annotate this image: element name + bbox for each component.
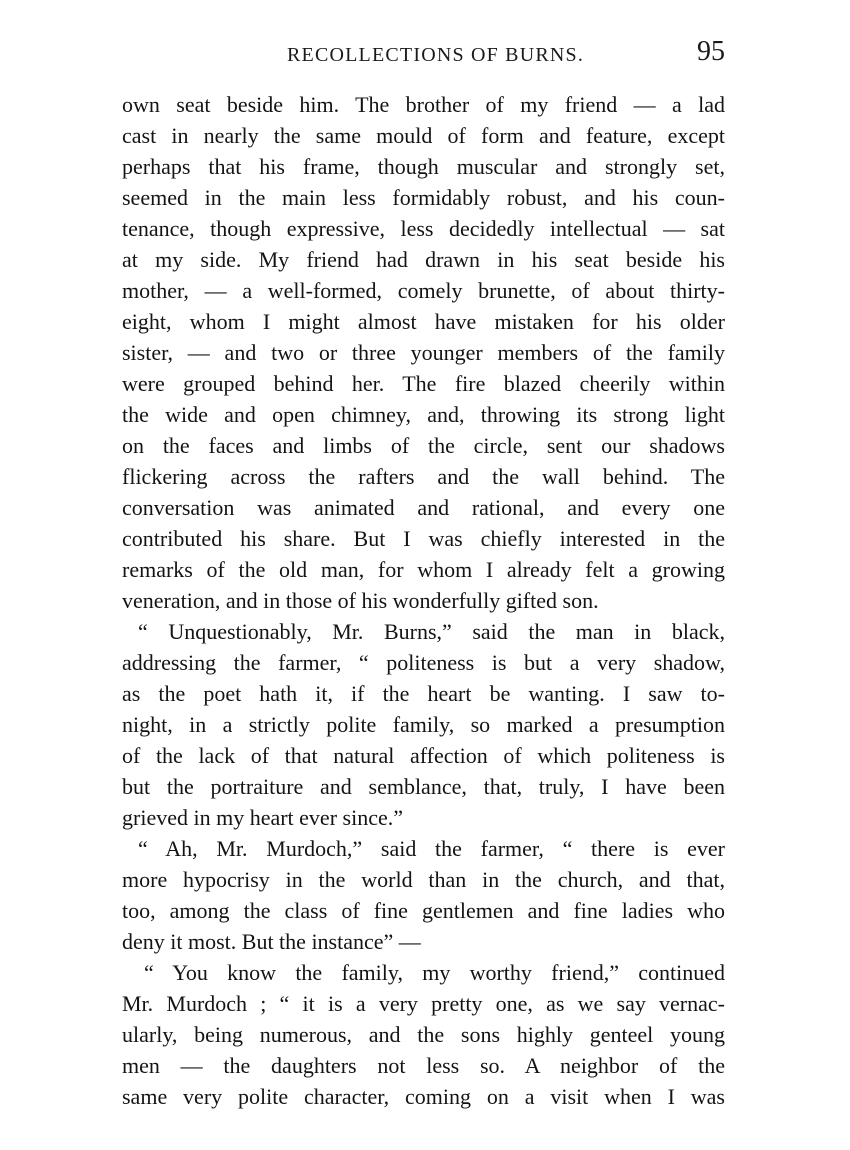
text-line: ularly, being numerous, and the sons highly genteel young xyxy=(122,1022,725,1047)
text-line: tenance, though expressive, less decidedly intellectual — sat xyxy=(122,216,725,241)
text-line: cast in nearly the same mould of form and feature, except xyxy=(122,123,725,148)
text-line: the wide and open chimney, and, throwing its strong light xyxy=(122,402,725,427)
running-head-title: RECOLLECTIONS OF BURNS. xyxy=(287,44,585,66)
text-line: “ Unquestionably, Mr. Burns,” said the man in black, xyxy=(138,619,725,644)
text-line: grieved in my heart ever since.” xyxy=(122,805,403,830)
text-line: but the portraiture and semblance, that, truly, I have been xyxy=(122,774,725,799)
text-line: of the lack of that natural affection of which politeness is xyxy=(122,743,725,768)
text-line: conversation was animated and rational, and every one xyxy=(122,495,725,520)
text-line: perhaps that his frame, though muscular and strongly set, xyxy=(122,154,725,179)
text-line: men — the daughters not less so. A neighbor of the xyxy=(122,1053,725,1078)
text-line: seemed in the main less formidably robust, and his coun- xyxy=(122,185,725,210)
text-line: flickering across the rafters and the wall behind. The xyxy=(122,464,725,489)
text-line: night, in a strictly polite family, so marked a presumption xyxy=(122,712,725,737)
text-line: Mr. Murdoch ; “ it is a very pretty one, as we say vernac- xyxy=(122,991,725,1016)
text-line: sister, — and two or three younger members of the family xyxy=(122,340,725,365)
text-line: at my side. My friend had drawn in his seat beside his xyxy=(122,247,725,272)
text-line: “ You know the family, my worthy friend,” continued xyxy=(144,960,725,985)
body-text xyxy=(122,89,725,1112)
running-head xyxy=(122,36,725,72)
text-line: as the poet hath it, if the heart be wanting. I saw to- xyxy=(122,681,725,706)
text-line: on the faces and limbs of the circle, sent our shadows xyxy=(122,433,725,458)
text-line: contributed his share. But I was chiefly interested in the xyxy=(122,526,725,551)
page-number: 95 xyxy=(697,36,725,67)
text-line: too, among the class of fine gentlemen and fine ladies who xyxy=(122,898,725,923)
text-line: own seat beside him. The brother of my friend — a lad xyxy=(122,92,725,117)
text-line: remarks of the old man, for whom I already felt a growing xyxy=(122,557,725,582)
text-line: deny it most. But the instance” — xyxy=(122,929,421,954)
text-line: mother, — a well-formed, comely brunette, of about thirty- xyxy=(122,278,725,303)
text-line: more hypocrisy in the world than in the church, and that, xyxy=(122,867,725,892)
text-line: veneration, and in those of his wonderfully gifted son. xyxy=(122,588,599,613)
text-line: eight, whom I might almost have mistaken for his older xyxy=(122,309,725,334)
text-line: addressing the farmer, “ politeness is but a very shadow, xyxy=(122,650,725,675)
text-line: “ Ah, Mr. Murdoch,” said the farmer, “ there is ever xyxy=(138,836,725,861)
text-line: same very polite character, coming on a visit when I was xyxy=(122,1084,725,1109)
text-line: were grouped behind her. The fire blazed cheerily within xyxy=(122,371,725,396)
